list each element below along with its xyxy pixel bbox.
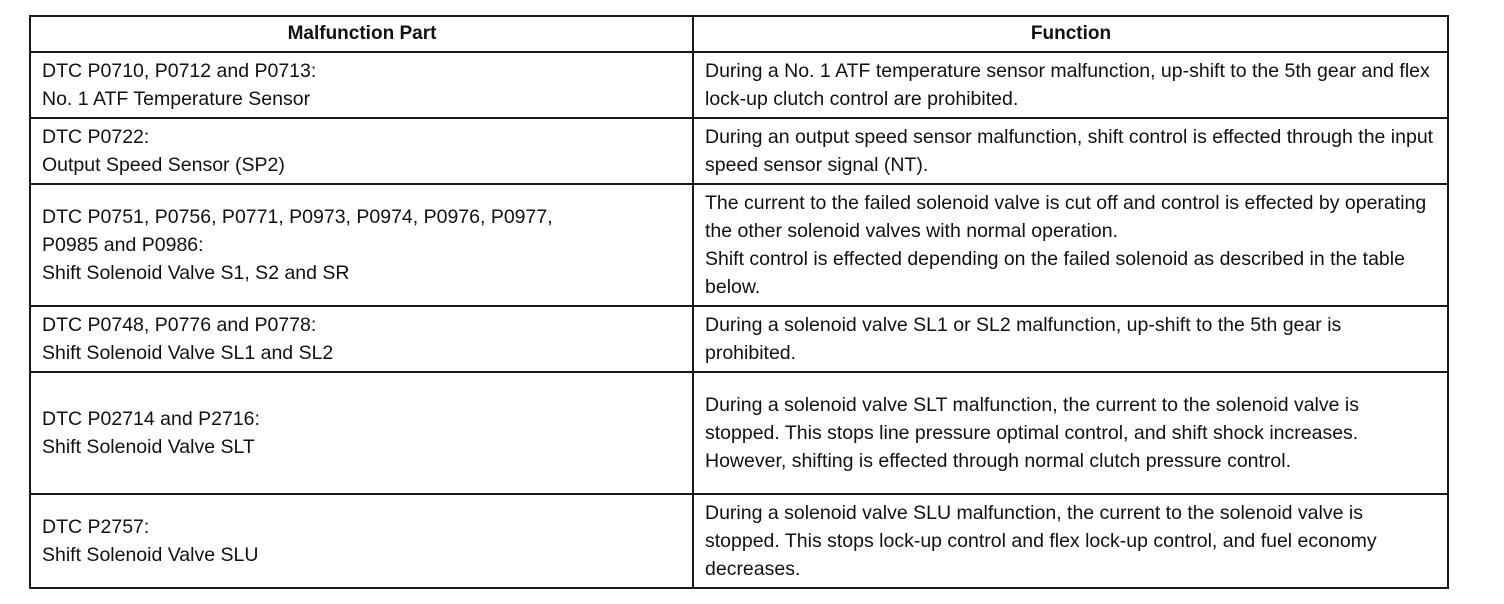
function-text: The current to the failed solenoid valve is cut off and control is effected by operating the other solenoid valves with normal operation. — [705, 192, 1427, 242]
malfunction-part-cell — [30, 494, 693, 588]
malfunction-part-cell — [30, 184, 693, 306]
function-cell — [693, 52, 1448, 118]
table-row — [30, 372, 1448, 494]
header-row — [30, 16, 1448, 52]
header-malfunction-part: Malfunction Part — [30, 16, 693, 52]
table-header — [30, 16, 1448, 52]
part-line: DTC P0751, P0756, P0771, P0973, P0974, P0976, P0977, — [42, 206, 553, 228]
function-cell — [693, 184, 1448, 306]
malfunction-part-cell — [30, 118, 693, 184]
part-line: Shift Solenoid Valve SL1 and SL2 — [42, 342, 334, 364]
table-body — [30, 52, 1448, 588]
function-cell — [693, 306, 1448, 372]
function-text: During a solenoid valve SL1 or SL2 malfunction, up-shift to the 5th gear is prohibited. — [705, 314, 1342, 364]
table-row — [30, 494, 1448, 588]
malfunction-part-cell — [30, 372, 693, 494]
function-text: During an output speed sensor malfunction, shift control is effected through the input speed sensor signal (NT). — [705, 126, 1434, 176]
part-line: DTC P0710, P0712 and P0713: — [42, 60, 317, 82]
function-cell — [693, 494, 1448, 588]
table-row — [30, 306, 1448, 372]
function-text: During a solenoid valve SLU malfunction, the current to the solenoid valve is stopped. This stops lock-up control and flex lock-up control, and fuel economy decreases. — [705, 502, 1377, 580]
part-line: Shift Solenoid Valve S1, S2 and SR — [42, 262, 350, 284]
header-function: Function — [693, 16, 1448, 52]
function-text: During a No. 1 ATF temperature sensor malfunction, up-shift to the 5th gear and flex lock-up clutch control are prohibited. — [705, 60, 1430, 110]
part-line: DTC P02714 and P2716: — [42, 408, 260, 430]
part-line: DTC P2757: — [42, 516, 150, 538]
part-line: Output Speed Sensor (SP2) — [42, 154, 285, 176]
function-text: During a solenoid valve SLT malfunction, the current to the solenoid valve is stopped. This stops line pressure optimal control, and shift shock increases. However, shifting is effected through normal clutch pressure control. — [705, 394, 1359, 472]
part-line: No. 1 ATF Temperature Sensor — [42, 88, 311, 110]
part-line: Shift Solenoid Valve SLT — [42, 436, 255, 458]
malfunction-part-cell — [30, 306, 693, 372]
malfunction-function-table — [29, 15, 1449, 589]
part-line: DTC P0748, P0776 and P0778: — [42, 314, 317, 336]
function-cell — [693, 372, 1448, 494]
function-cell — [693, 118, 1448, 184]
part-line: P0985 and P0986: — [42, 234, 204, 256]
table-row — [30, 184, 1448, 306]
table-row — [30, 52, 1448, 118]
malfunction-part-cell — [30, 52, 693, 118]
table-row — [30, 118, 1448, 184]
part-line: Shift Solenoid Valve SLU — [42, 544, 259, 566]
part-line: DTC P0722: — [42, 126, 150, 148]
function-text-extra: Shift control is effected depending on the failed solenoid as described in the table below. — [705, 248, 1405, 298]
